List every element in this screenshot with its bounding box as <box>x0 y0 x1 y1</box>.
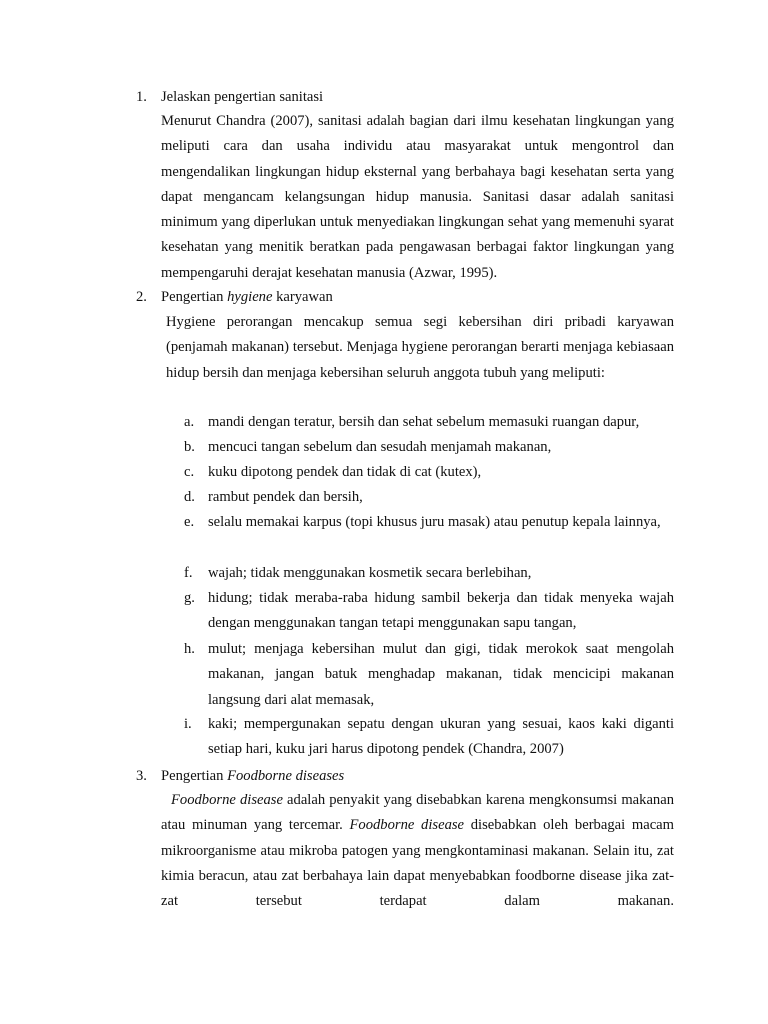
section-number: 3. <box>136 768 147 784</box>
section-body: Menurut Chandra (2007), sanitasi adalah bagian dari ilmu kesehatan lingkungan yang meliputi cara dan usaha individu atau masyarakat untuk mengontrol dan mengendalikan lingkungan hidup eksternal yang berbahaya bagi kesehatan serta yang dapat mengancam kelangsungan hidup manusia. Sanitasi dasar adalah sanitasi minimum yang diperlukan untuk menyediakan lingkungan sehat yang memenuhi syarat kesehatan yang menitik beratkan pada pengawasan berbagai faktor lingkungan yang mempengaruhi derajat kesehatan manusia (Azwar, 1995). <box>161 113 674 281</box>
section-body: Foodborne disease adalah penyakit yang disebabkan karena mengkonsumsi makanan atau minuman yang tercemar. Foodborne disease disebabkan oleh berbagai macam mikroorganisme atau mikroba patogen yang mengkontaminasi makanan. Selain itu, zat kimia beracun, atau zat berbahaya lain dapat menyebabkan foodborne disease jika zat-zat tersebut terdapat dalam makanan. <box>161 792 675 910</box>
section-number: 2. <box>136 289 147 305</box>
section-heading: Pengertian Foodborne diseases <box>161 768 345 784</box>
section-number: 1. <box>136 89 147 105</box>
section-heading: Pengertian hygiene karyawan <box>161 289 333 305</box>
section-heading: Jelaskan pengertian sanitasi <box>161 89 324 105</box>
document-page: 1. Jelaskan pengertian sanitasi Menurut Chandra (2007), sanitasi adalah bagian dari ilmu kesehatan lingkungan yang meliputi cara dan usaha individu atau masyarakat untuk mengontrol dan mengendalikan lingkungan hidup eksternal yang berbahaya bagi kesehatan serta yang dapat mengancam kelangsungan hidup manusia. Sanitasi dasar adalah sanitasi minimum yang diperlukan untuk menyediakan lingkungan sehat yang memenuhi syarat kesehatan yang menitik beratkan pada pengawasan berbagai faktor lingkungan yang mempengaruhi derajat kesehatan manusia (Azwar, 1995). 2. Pengertian hygiene karyawan Hygiene perorangan mencakup semua segi kebersihan diri pribadi karyawan (penjamah makanan) tersebut. Menjaga hygiene perorangan berarti menjaga kebiasaan hidup bersih dan menjaga kebersihan seluruh anggota tubuh yang meliputi: a. mandi dengan teratur, bersih dan sehat sebelum memasuki ruangan dapur, b. mencuci tangan sebelum dan sesudah menjamah makanan, c. kuku dipotong pendek dan tidak di cat (kutex), d. rambut pendek dan bersih, e. selalu memakai karpus (topi khusus juru masak) atau penutup kepala lainnya, f. wajah; tidak menggunakan kosmetik secara berlebihan, g. hidung; tidak meraba-raba hidung sambil bekerja dan tidak menyeka wajah dengan menggunakan tangan tetapi menggunakan sapu tangan, h. mulut; menjaga kebersihan mulut dan gigi, tidak merokok saat mengolah makanan, jangan batuk menghadap makanan, tidak mencicipi makanan langsung dari alat memasak, i. kaki; mempergunakan sepatu dengan ukuran yang sesuai, kaos kaki diganti setiap hari, kuku jari harus dipotong pendek (Chandra, 2007) 3. Pengertian Foodborne diseases Foodborne disease adalah penyakit yang disebabkan karena mengkonsumsi makanan atau minuman yang tercemar. Foodborne disease disebabkan oleh berbagai macam mikroorganisme atau mikroba patogen yang mengkontaminasi makanan. Selain itu, zat kimia beracun, atau zat berbahaya lain dapat menyebabkan foodborne disease jika zat-zat tersebut terdapat dalam makanan. <box>0 0 768 1024</box>
section-body: Hygiene perorangan mencakup semua segi kebersihan diri pribadi karyawan (penjamah makanan) tersebut. Menjaga hygiene perorangan berarti menjaga kebiasaan hidup bersih dan menjaga kebersihan seluruh anggota tubuh yang meliputi: <box>166 314 674 381</box>
